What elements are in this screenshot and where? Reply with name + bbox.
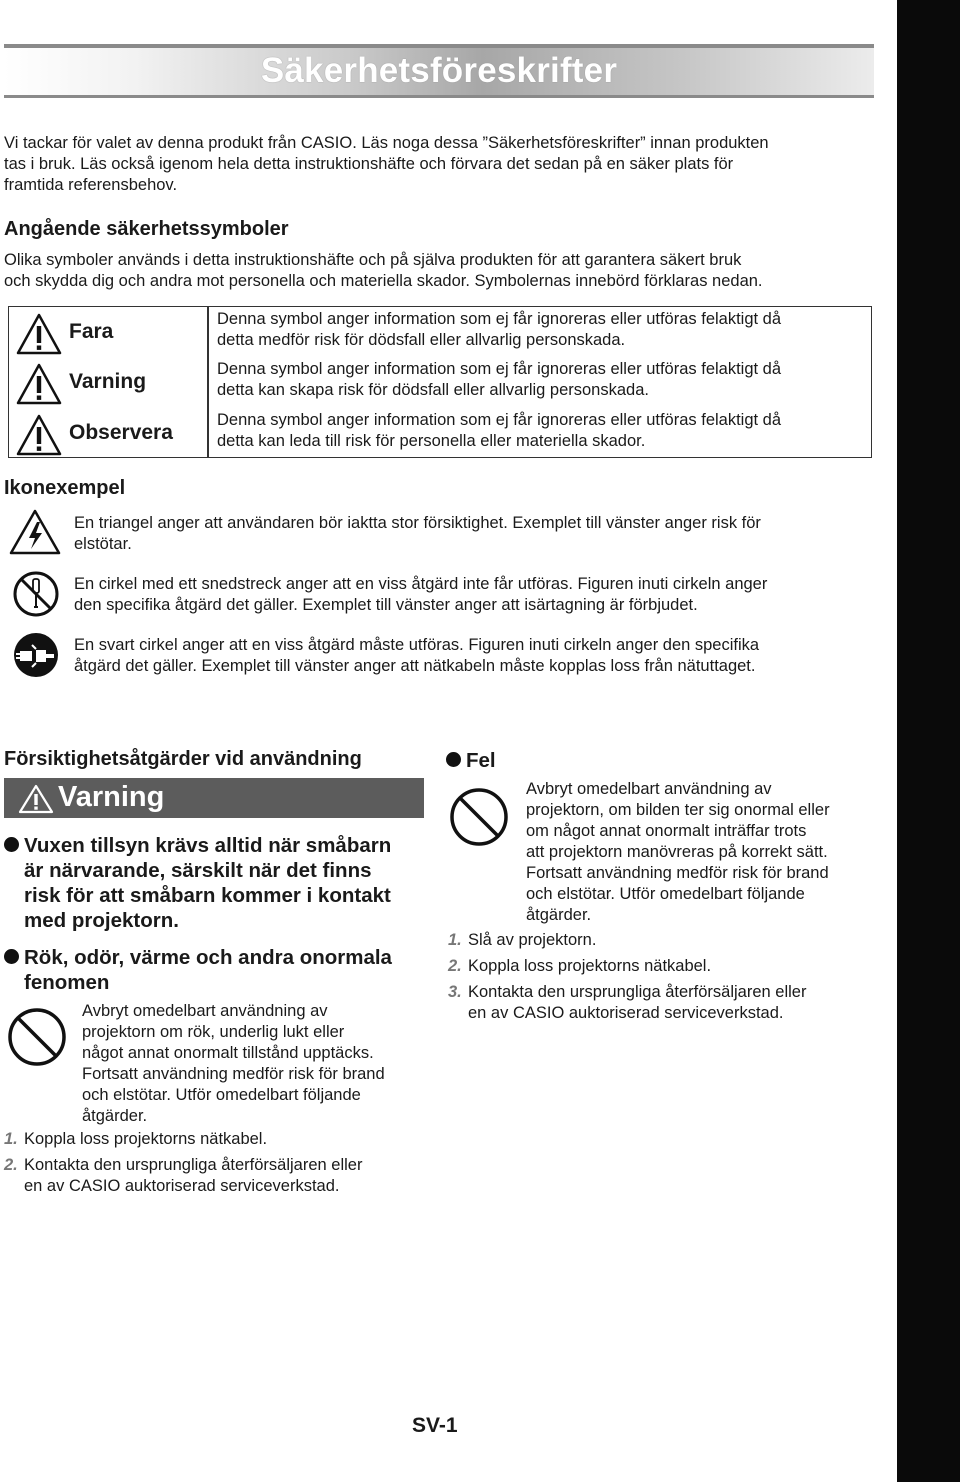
warning-triangle-icon [18, 784, 54, 814]
symbols-intro-line: och skydda dig och andra mot personella och materiella skador. Symbolernas innebörd förklaras nedan. [4, 272, 763, 290]
symbol-label: Fara [69, 320, 114, 343]
smoke-instructions [82, 1001, 432, 1127]
symbol-description-line: Denna symbol anger information som ej får ignoreras eller utföras felaktigt då [217, 360, 782, 378]
fel-instructions [526, 779, 886, 926]
page-number: SV-1 [412, 1414, 458, 1437]
page-title: Säkerhetsföreskrifter [260, 51, 618, 90]
bullet-line: risk för att småbarn kommer i kontakt [24, 884, 391, 907]
varning-banner [4, 778, 424, 818]
symbol-row-varning [9, 359, 873, 409]
symbol-table-divider [207, 306, 209, 458]
bullet-line: är närvarande, särskilt när det finns [24, 859, 372, 882]
instruction-line: och elstötar. Utför omedelbart följande [526, 885, 805, 903]
step-number: 1. [4, 1130, 18, 1148]
symbols-intro [4, 250, 884, 292]
bullet-line: Rök, odör, värme och andra onormala [24, 946, 392, 969]
step-number: 1. [448, 931, 462, 949]
instruction-line: om något annat onormalt inträffar trots [526, 822, 807, 840]
example-text-line: den specifika åtgärd det gäller. Exemplet till vänster anger att isärtagning är förbjudet. [74, 596, 698, 614]
example-text-line: elstötar. [74, 535, 132, 553]
step-text: Slå av projektorn. [468, 931, 597, 949]
step-number: 2. [448, 957, 462, 975]
bullet-dot [4, 837, 19, 852]
step-item [4, 1155, 434, 1176]
smoke-steps [4, 1129, 434, 1197]
bullet-line: fenomen [24, 971, 110, 994]
instruction-line: och elstötar. Utför omedelbart följande [82, 1086, 361, 1104]
step-text: Koppla loss projektorns nätkabel. [468, 957, 712, 975]
fel-heading-text: Fel [466, 749, 496, 772]
step-text: en av CASIO auktoriserad serviceverkstad. [468, 1004, 784, 1022]
warning-triangle-icon [15, 362, 63, 406]
warning-triangle-icon [15, 413, 63, 457]
instruction-line: projektorn om rök, underlig lukt eller [82, 1023, 345, 1041]
step-text: Kontakta den ursprungliga återförsäljaren eller [468, 983, 807, 1001]
step-text: Kontakta den ursprungliga återförsäljaren eller [24, 1156, 363, 1174]
symbol-description [217, 309, 867, 351]
warning-triangle-icon [15, 312, 63, 356]
no-disassembly-icon [12, 570, 60, 618]
bullet-line: med projektorn. [24, 909, 179, 932]
symbol-description-line: Denna symbol anger information som ej får ignoreras eller utföras felaktigt då [217, 411, 782, 429]
symbols-intro-line: Olika symboler används i detta instruktionshäfte och på själva produkten för att garantera säkert bruk [4, 251, 742, 269]
electric-shock-triangle-icon [8, 508, 62, 556]
example-text-line: åtgärd det gäller. Exemplet till vänster anger att nätkabeln måste kopplas loss från nätuttaget. [74, 657, 756, 675]
symbol-row-observera [9, 410, 873, 460]
symbol-description-line: Denna symbol anger information som ej får ignoreras eller utföras felaktigt då [217, 310, 782, 328]
step-text: Koppla loss projektorns nätkabel. [24, 1130, 268, 1148]
symbol-description [217, 410, 867, 452]
symbols-heading: Angående säkerhetssymboler [4, 218, 289, 240]
instruction-line: Avbryt omedelbart användning av [526, 780, 772, 798]
example-text [74, 574, 874, 616]
bullet-smoke [4, 945, 434, 995]
symbol-label: Varning [69, 370, 147, 393]
example-text-line: En svart cirkel anger att en viss åtgärd måste utföras. Figuren inuti cirkeln anger den specifika [74, 636, 760, 654]
examples-heading: Ikonexempel [4, 477, 126, 499]
step-item [448, 956, 878, 977]
instruction-line: något annat onormalt tillstånd upptäcks. [82, 1044, 374, 1062]
symbol-description-line: detta kan skapa risk för dödsfall eller allvarlig personskada. [217, 381, 649, 399]
instruction-line: Fortsatt användning medför risk för brand [526, 864, 829, 882]
varning-banner-label: Varning [58, 781, 165, 813]
symbol-table [8, 306, 872, 458]
bullet-dot [446, 752, 461, 767]
symbol-description-line: detta medför risk för dödsfall eller allvarlig personskada. [217, 331, 626, 349]
fel-steps [448, 930, 878, 1024]
unplug-power-icon [12, 631, 60, 679]
bullet-line: Vuxen tillsyn krävs alltid när småbarn [24, 834, 392, 857]
step-item [448, 930, 878, 951]
intro-line: tas i bruk. Läs också igenom hela detta instruktionshäfte och förvara det sedan på en säker plats för [4, 155, 734, 173]
instruction-line: Avbryt omedelbart användning av [82, 1002, 328, 1020]
instruction-line: projektorn, om bilden ter sig onormal eller [526, 801, 830, 819]
bullet-supervision [4, 833, 434, 933]
fel-heading [446, 748, 496, 773]
step-number: 2. [4, 1156, 18, 1174]
instruction-line: att projektorn manövreras på korrekt sätt. [526, 843, 828, 861]
step-item [4, 1129, 434, 1150]
intro-paragraph [4, 133, 884, 196]
title-banner [4, 44, 874, 98]
symbol-description [217, 359, 867, 401]
step-number: 3. [448, 983, 462, 1001]
page-edge-bar [897, 0, 960, 1482]
symbol-description-line: detta kan leda till risk för personella eller materiella skador. [217, 432, 646, 450]
instruction-line: åtgärder. [526, 906, 592, 924]
step-text: en av CASIO auktoriserad serviceverkstad. [24, 1177, 340, 1195]
precautions-heading: Försiktighetsåtgärder vid användning [4, 748, 362, 770]
instruction-line: åtgärder. [82, 1107, 148, 1125]
prohibition-icon [448, 786, 510, 848]
example-text-line: En cirkel med ett snedstreck anger att en viss åtgärd inte får utföras. Figuren inuti cirkeln anger [74, 575, 768, 593]
instruction-line: Fortsatt användning medför risk för brand [82, 1065, 385, 1083]
symbol-row-fara [9, 309, 873, 359]
prohibition-icon [6, 1006, 68, 1068]
step-item [448, 982, 878, 1003]
intro-line: Vi tackar för valet av denna produkt från CASIO. Läs noga dessa ”Säkerhetsföreskrifter” innan produkten [4, 134, 769, 152]
symbol-label: Observera [69, 421, 173, 444]
example-text [74, 513, 874, 555]
example-text [74, 635, 874, 677]
bullet-dot [4, 949, 19, 964]
intro-line: framtida referensbehov. [4, 176, 178, 194]
example-text-line: En triangel anger att användaren bör iaktta stor försiktighet. Exemplet till vänster anger risk för [74, 514, 761, 532]
